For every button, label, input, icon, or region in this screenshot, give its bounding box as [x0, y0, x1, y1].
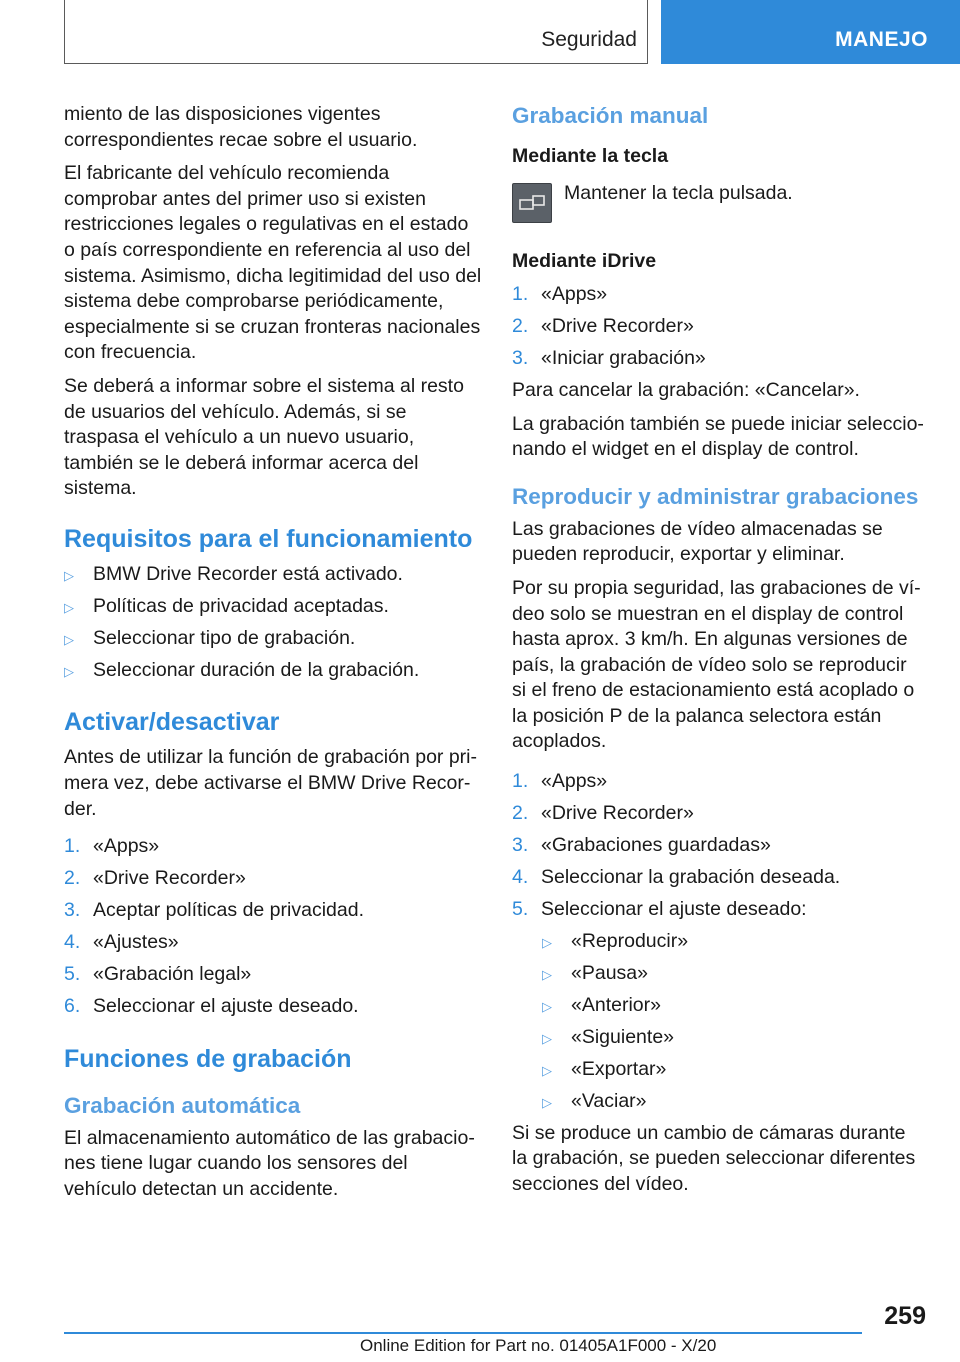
- paragraph: Si se produce un cambio de cámaras durante la grabación, se pueden seleccionar diferentes secciones del vídeo.: [512, 1121, 916, 1195]
- list-item: ▷ «Siguiente»: [512, 1025, 926, 1051]
- setting-options-list: [512, 929, 926, 1115]
- triangle-right-icon: ▷: [64, 631, 74, 647]
- footer-edition-text: Online Edition for Part no. 01405A1F000 - X/20: [360, 1336, 717, 1355]
- list-item: ▷ Políticas de privacidad aceptadas.: [64, 594, 482, 620]
- paragraph: miento de las disposiciones vigentes correspondientes recae sobre el usuario.: [64, 103, 418, 151]
- list-item: 5. Seleccionar el ajuste deseado: ▷ «Reproducir» ▷ «Pausa» ▷ «Anterior» ▷ «Siguiente» ▷ «Exportar» ▷ «Vaciar»: [512, 897, 926, 1114]
- paragraph: Para cancelar la grabación: «Cancelar».: [512, 378, 860, 401]
- paragraph: Las grabaciones de vídeo almacenadas se pueden reproducir, exportar y eliminar.: [512, 517, 883, 566]
- triangle-right-icon: ▷: [542, 1030, 552, 1046]
- left-column: [64, 102, 482, 1211]
- list-item: 3. «Grabaciones guardadas»: [512, 834, 771, 857]
- list-item: 6. Seleccionar el ajuste deseado.: [64, 995, 359, 1018]
- key-subheading: Mediante la tecla: [512, 145, 669, 167]
- triangle-right-icon: ▷: [542, 998, 552, 1014]
- key-instruction-text: Mantener la tecla pulsada.: [564, 182, 793, 204]
- list-item: 1. «Apps»: [512, 283, 608, 305]
- list-item: ▷ BMW Drive Recorder está activado.: [64, 562, 482, 588]
- list-item: 1. «Apps»: [512, 770, 608, 793]
- triangle-right-icon: ▷: [542, 1094, 552, 1110]
- list-item: ▷ Seleccionar tipo de grabación.: [64, 626, 482, 652]
- list-item: 1. «Apps»: [64, 835, 160, 858]
- drive-recorder-key-icon: [512, 183, 552, 223]
- triangle-right-icon: ▷: [542, 966, 552, 982]
- list-item: 2. «Drive Recorder»: [64, 867, 246, 890]
- activate-steps: [64, 834, 482, 1020]
- manual-recording-heading: Grabación manual: [512, 103, 709, 128]
- header-section-box: [64, 0, 648, 64]
- list-item: 2. «Drive Recorder»: [512, 802, 694, 825]
- triangle-right-icon: ▷: [64, 663, 74, 679]
- triangle-right-icon: ▷: [64, 599, 74, 615]
- idrive-steps: [512, 282, 926, 372]
- list-item: ▷ Seleccionar duración de la grabación.: [64, 658, 482, 684]
- paragraph: La grabación también se puede iniciar seleccionando el widget en el display de control.: [512, 412, 924, 461]
- header-section-title: Seguridad: [541, 28, 637, 51]
- triangle-right-icon: ▷: [542, 1062, 552, 1078]
- playback-steps: [512, 769, 926, 1114]
- activate-heading: Activar/desactivar: [64, 708, 280, 737]
- right-column: [512, 102, 926, 1205]
- list-item: 4. Seleccionar la grabación deseada.: [512, 866, 841, 889]
- list-item: 4. «Ajustes»: [64, 931, 179, 954]
- page-number: 259: [884, 1302, 926, 1330]
- functions-heading: Funciones de grabación: [64, 1044, 352, 1073]
- list-item: ▷ «Exportar»: [512, 1057, 926, 1083]
- triangle-right-icon: ▷: [64, 567, 74, 583]
- list-item: 3. «Iniciar grabación»: [512, 346, 706, 369]
- footer-divider: [64, 1332, 862, 1334]
- list-item: 3. Aceptar políticas de privacidad.: [64, 899, 364, 922]
- list-item: ▷ «Anterior»: [512, 993, 926, 1019]
- list-item: 2. «Drive Recorder»: [512, 314, 694, 337]
- idrive-subheading: Mediante iDrive: [512, 250, 657, 272]
- requirements-heading: Requisitos para el funcionamiento: [64, 524, 473, 553]
- list-item: 5. «Grabación legal»: [64, 963, 252, 986]
- requirements-list: [64, 562, 482, 684]
- list-item: ▷ «Pausa»: [512, 961, 926, 987]
- list-item: ▷ «Reproducir»: [512, 929, 926, 955]
- paragraph: El fabricante del vehículo recomienda comprobar antes del primer uso si existen restricciones legales o regulativas en el estado o país correspondiente en referencia al uso del sistema. Asimismo, dicha legitimidad del uso del sistema debe comprobarse periódicamente, especialmente si se cruzan fronteras nacionales con frecuencia.: [64, 162, 482, 364]
- paragraph: El almacenamiento automático de las grabaciones tiene lugar cuando los sensores del vehículo detectan un accidente.: [64, 1126, 475, 1200]
- key-instruction: [512, 177, 926, 237]
- paragraph: Antes de utilizar la función de grabación por primera vez, debe activarse el BMW Drive Recorder.: [64, 746, 477, 820]
- paragraph: Por su propia seguridad, las grabaciones de vídeo solo se muestran en el display de control hasta aprox. 3 km/h. En algunas versiones de país, la grabación de vídeo solo se reproducir si el freno de estacionamiento está acoplado o la posición P de la palanca selectora están acoplados.: [512, 576, 921, 753]
- playback-heading: Reproducir y administrar grabaciones: [512, 483, 919, 509]
- header-chapter-label: MANEJO: [835, 28, 928, 51]
- header-chapter-tab: [661, 0, 960, 64]
- triangle-right-icon: ▷: [542, 934, 552, 950]
- list-item: ▷ «Vaciar»: [512, 1089, 926, 1115]
- auto-recording-heading: Grabación automática: [64, 1092, 301, 1118]
- paragraph: Se deberá a informar sobre el sistema al resto de usuarios del vehículo. Además, si se traspasa el vehículo a un nuevo usuario, también se le deberá informar acerca del sistema.: [64, 374, 464, 500]
